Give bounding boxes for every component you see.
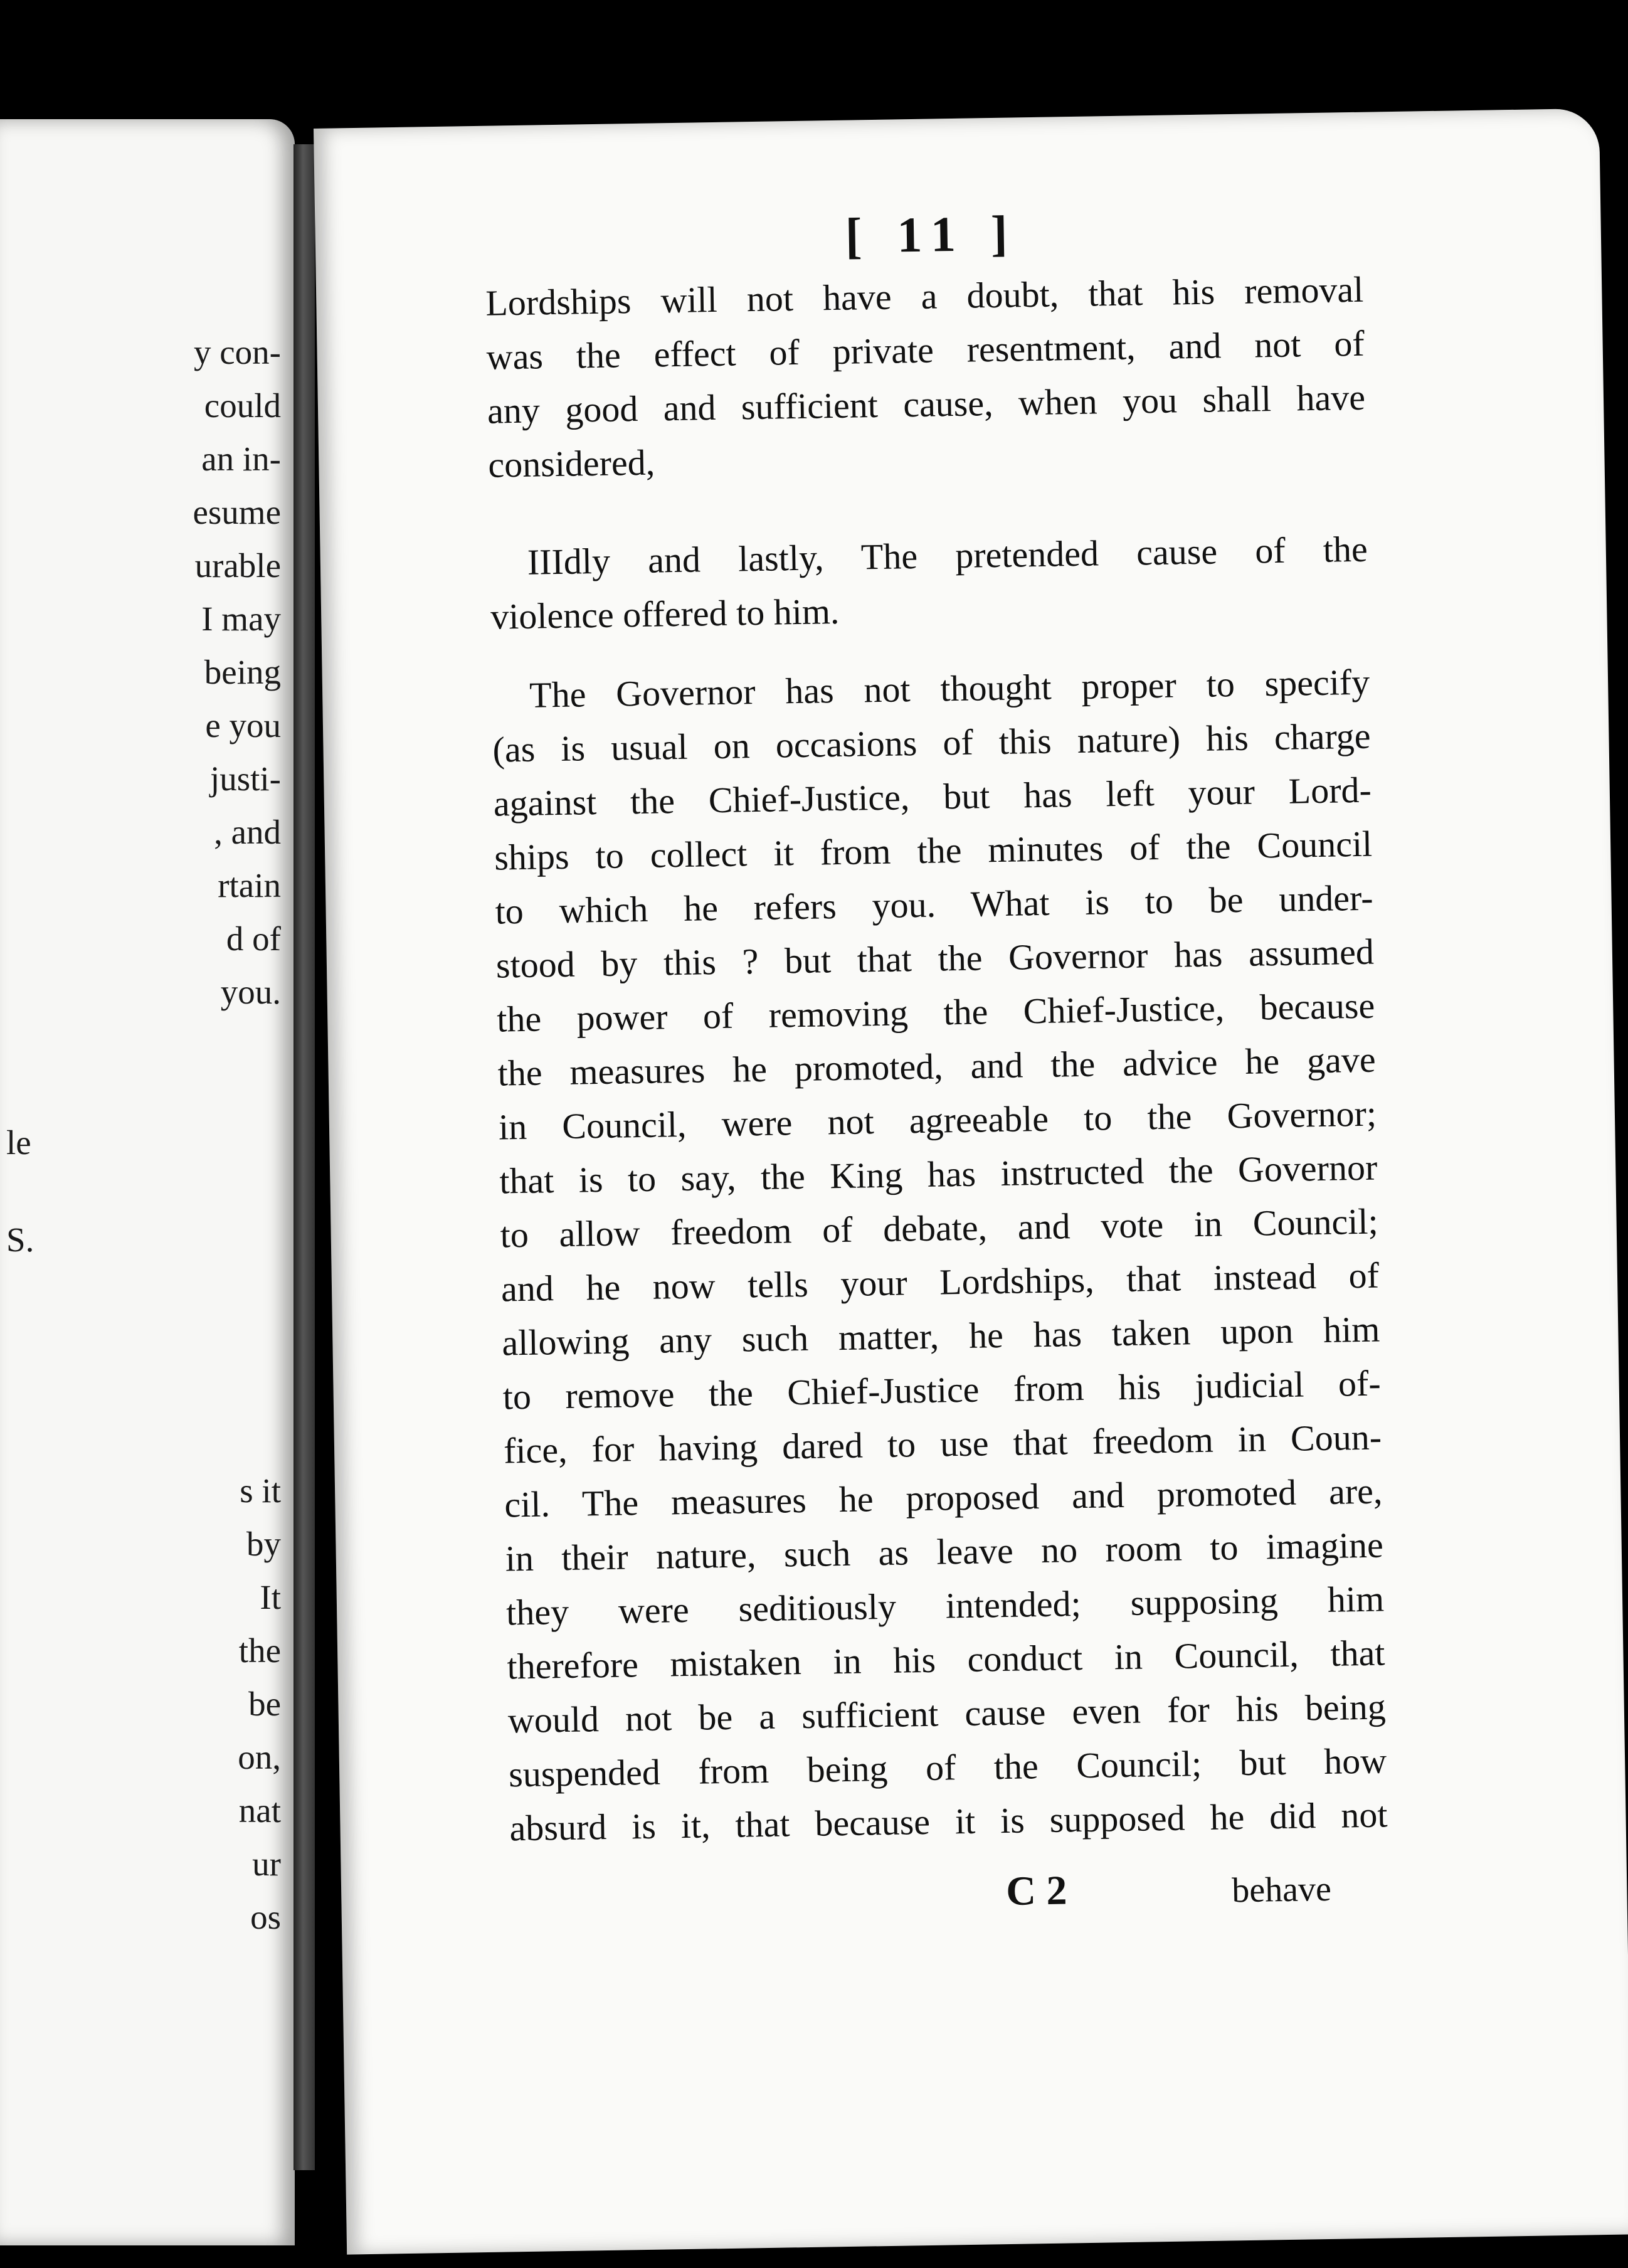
left-line-10: , and <box>214 813 281 851</box>
text-line: that is to say, the King has instructed the Governor <box>499 1147 1378 1202</box>
text-line: in their nature, such as leave no room to imagine <box>505 1524 1384 1579</box>
text-line: (as is usual on occasions of this nature) his charge <box>492 715 1371 770</box>
left-line-11: rtain <box>218 866 281 904</box>
left-line-18: S. <box>6 1221 34 1259</box>
left-line-8: e you <box>205 706 281 745</box>
left-line-12: d of <box>226 919 281 958</box>
text-line: any good and sufficient cause, when you shall have <box>487 376 1366 432</box>
paragraph-2 <box>489 522 1369 644</box>
left-line-27: on, <box>238 1738 281 1776</box>
text-line: violence offered to him. <box>490 590 840 637</box>
text-line: they were seditiously intended; supposing him <box>505 1578 1385 1633</box>
text-line: to which he refers you. What is to be under- <box>495 877 1373 932</box>
left-line-16: le <box>6 1123 31 1162</box>
left-line-22: s it <box>240 1471 281 1510</box>
left-line-1: y con- <box>194 333 281 371</box>
text-line: and he now tells your Lordships, that instead of <box>500 1254 1380 1310</box>
left-line-4: esume <box>193 493 281 531</box>
left-line-2: could <box>204 386 281 425</box>
text-line: therefore mistaken in his conduct in Council, that <box>507 1632 1385 1687</box>
book-spine <box>293 144 315 2170</box>
text-line: fice, for having dared to use that freedom in Coun- <box>503 1416 1382 1471</box>
text-line: the power of removing the Chief-Justice, because <box>496 985 1375 1040</box>
text-line: allowing any such matter, he has taken upon him <box>501 1308 1380 1364</box>
paragraph-3 <box>492 655 1388 1856</box>
left-line-30: os <box>250 1898 281 1936</box>
left-line-24: It <box>260 1578 281 1616</box>
signature-mark: C 2 <box>1005 1867 1068 1914</box>
left-line-5: urable <box>194 546 281 585</box>
text-line: to remove the Chief-Justice from his judicial of- <box>502 1362 1382 1417</box>
text-line: Lordships will not have a doubt, that his removal <box>485 268 1364 324</box>
text-line: considered, <box>487 442 655 485</box>
left-line-28: nat <box>238 1791 281 1830</box>
text-line: stood by this ? but that the Governor has assumed <box>495 931 1375 986</box>
left-line-9: justi- <box>209 760 281 798</box>
left-facing-page <box>0 119 295 2245</box>
body-text <box>485 263 1388 1856</box>
catchword: behave <box>1231 1869 1332 1910</box>
left-line-25: the <box>238 1631 281 1670</box>
text-line: absurd is it, that because it is supposed he did not <box>509 1794 1388 1849</box>
left-line-3: an in- <box>201 440 281 478</box>
text-line: against the Chief-Justice, but has left your Lord- <box>493 769 1372 824</box>
page-number: [ 11 ] <box>845 206 1020 264</box>
paragraph-1 <box>485 263 1366 492</box>
text-line: suspended from being of the Council; but how <box>508 1740 1387 1795</box>
left-line-23: by <box>246 1525 281 1563</box>
left-line-6: I may <box>201 600 281 638</box>
right-page <box>314 109 1628 2255</box>
text-line: cil. The measures he proposed and promoted are, <box>504 1470 1383 1525</box>
text-line: to allow freedom of debate, and vote in Council; <box>500 1200 1379 1256</box>
left-line-7: being <box>204 653 281 691</box>
text-line: The Governor has not thought proper to specify <box>529 661 1370 716</box>
left-line-26: be <box>248 1685 281 1723</box>
text-line: in Council, were not agreeable to the Governor; <box>498 1093 1377 1148</box>
text-line: was the effect of private resentment, and not of <box>486 322 1365 378</box>
left-line-13: you. <box>220 973 281 1011</box>
left-line-29: ur <box>252 1845 281 1883</box>
text-line: would not be a sufficient cause even for his being <box>507 1686 1387 1741</box>
text-line: ships to collect it from the minutes of the Council <box>494 823 1373 878</box>
text-line: the measures he promoted, and the advice he gave <box>497 1039 1377 1094</box>
text-line: IIIdly and lastly, The pretended cause of the <box>527 528 1368 583</box>
